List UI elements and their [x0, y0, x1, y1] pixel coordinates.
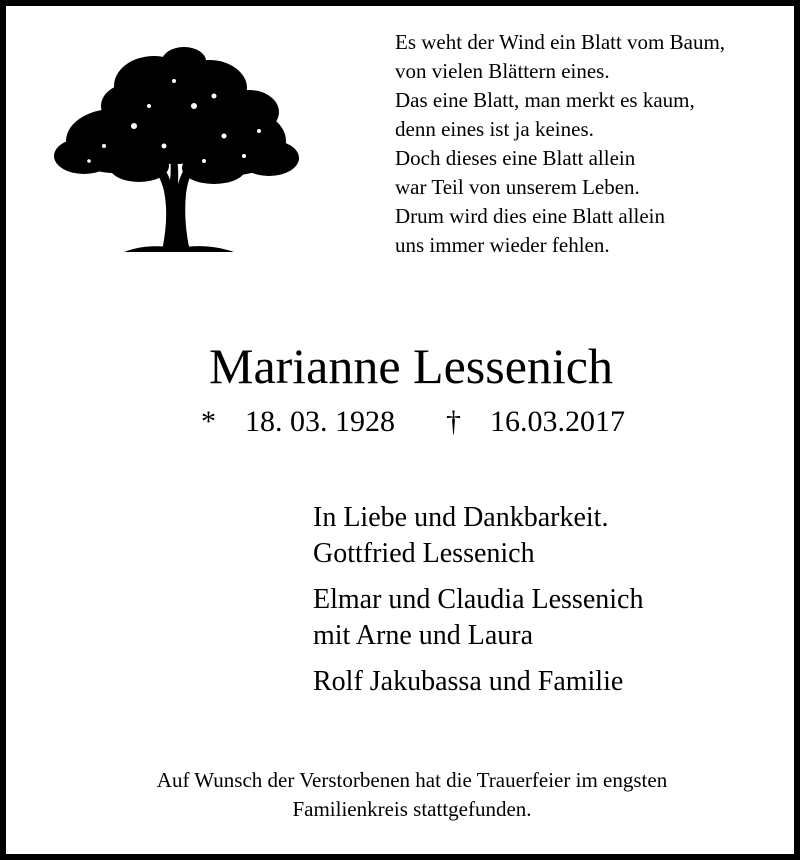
mourner-line: In Liebe und Dankbarkeit. [313, 502, 609, 533]
note-line: Familienkreis stattgefunden. [292, 797, 532, 821]
mourners-list [313, 500, 643, 710]
poem-line: denn eines ist ja keines. [395, 117, 594, 141]
life-dates [201, 402, 625, 442]
mourner-group [313, 500, 643, 572]
mourner-line: mit Arne und Laura [313, 620, 534, 651]
mourner-line: Gottfried Lessenich [313, 538, 535, 569]
death-symbol: † [446, 405, 461, 438]
mourner-line: Rolf Jakubassa und Familie [313, 666, 624, 697]
birth-symbol: * [201, 405, 216, 438]
mourner-group [313, 664, 643, 700]
birth-date: 18. 03. 1928 [245, 405, 395, 438]
poem-line: uns immer wieder fehlen. [395, 233, 610, 257]
poem-line: Es weht der Wind ein Blatt vom Baum, [395, 30, 726, 54]
funeral-note [6, 766, 800, 824]
poem [395, 28, 795, 260]
tree-icon [44, 46, 304, 256]
mourner-group [313, 582, 643, 654]
poem-line: Doch dieses eine Blatt allein [395, 146, 636, 170]
note-line: Auf Wunsch der Verstorbenen hat die Trauerfeier im engsten [156, 768, 668, 792]
poem-line: Das eine Blatt, man merkt es kaum, [395, 88, 695, 112]
poem-line: war Teil von unserem Leben. [395, 175, 640, 199]
poem-line: von vielen Blättern eines. [395, 59, 610, 83]
poem-line: Drum wird dies eine Blatt allein [395, 204, 666, 228]
mourner-line: Elmar und Claudia Lessenich [313, 584, 644, 615]
death-date: 16.03.2017 [490, 405, 625, 438]
deceased-name: Marianne Lessenich [208, 338, 613, 394]
